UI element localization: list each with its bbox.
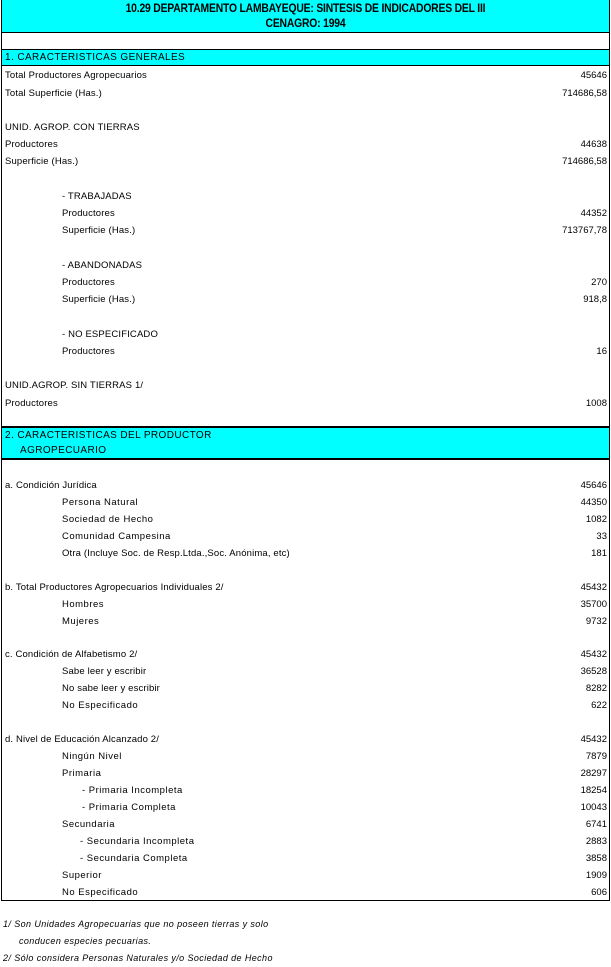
indicators-table	[1, 0, 610, 901]
row-label: Productores	[62, 346, 115, 357]
row-value: 1008	[585, 398, 607, 409]
row-value: 3858	[585, 853, 607, 864]
row-value: 622	[591, 700, 607, 711]
table-row	[2, 799, 609, 816]
row-label: b. Total Productores Agropecuarios Individuales 2/	[5, 582, 224, 593]
row-label: Productores	[5, 139, 58, 150]
table-row	[2, 205, 609, 222]
row-value: 28297	[580, 768, 607, 779]
table-row	[2, 188, 609, 205]
row-label: Superior	[62, 870, 102, 881]
table-row	[2, 680, 609, 697]
table-row	[2, 782, 609, 799]
row-label: - TRABAJADAS	[62, 191, 132, 202]
row-label: a. Condición Jurídica	[5, 480, 97, 491]
row-label: Productores	[62, 208, 115, 219]
title-line-1: 10.29 DEPARTAMENTO LAMBAYEQUE: SINTESIS DE INDICADORES DEL III	[125, 3, 486, 15]
table-row	[2, 663, 609, 680]
row-label: Sabe leer y escribir	[62, 666, 147, 677]
row-value: 714686,58	[562, 156, 607, 167]
row-label: - Primaria Completa	[82, 802, 176, 813]
row-label: - Secundaria Incompleta	[80, 836, 195, 847]
row-value: 713767,78	[562, 225, 607, 236]
table-row	[2, 833, 609, 850]
table-row	[2, 748, 609, 765]
row-value: 270	[591, 277, 607, 288]
table-row	[2, 867, 609, 884]
table-row	[2, 697, 609, 714]
row-value: 45432	[580, 734, 607, 745]
row-value: 16	[596, 346, 607, 357]
row-label: Mujeres	[62, 616, 100, 627]
row-label: Productores	[62, 277, 115, 288]
table-row	[2, 257, 609, 274]
row-label: Superficie (Has.)	[5, 156, 79, 167]
table-row	[2, 153, 609, 170]
table-row	[2, 136, 609, 153]
row-value: 6741	[585, 819, 607, 830]
footnote-2: 2/ Sólo considera Personas Naturales y/o Sociedad de Hecho	[3, 953, 273, 963]
section-2-header	[2, 426, 609, 460]
row-value: 9732	[585, 616, 607, 627]
section-1-header: 1. CARACTERISTICAS GENERALES	[2, 49, 609, 66]
table-row	[2, 274, 609, 291]
row-value: 44352	[580, 208, 607, 219]
row-label: d. Nivel de Educación Alcanzado 2/	[5, 734, 160, 745]
table-row	[2, 85, 609, 102]
row-value: 35700	[580, 599, 607, 610]
footnotes	[3, 916, 273, 967]
row-label: Ningún Nivel	[62, 751, 122, 762]
row-value: 606	[591, 887, 607, 898]
table-row	[2, 528, 609, 545]
table-row	[2, 343, 609, 360]
table-row	[2, 222, 609, 239]
table-row	[2, 731, 609, 748]
row-label: No sabe leer y escribir	[62, 683, 160, 694]
row-value: 18254	[580, 785, 607, 796]
row-value: 44638	[580, 139, 607, 150]
table-row	[2, 884, 609, 901]
row-label: Sociedad de Hecho	[62, 514, 154, 525]
row-label: Otra (Incluye Soc. de Resp.Ltda.,Soc. Anónima, etc)	[62, 548, 290, 559]
table-row	[2, 67, 609, 84]
row-value: 44350	[580, 497, 607, 508]
row-value: 33	[596, 531, 607, 542]
table-row	[2, 545, 609, 562]
row-label: - NO ESPECIFICADO	[62, 329, 158, 340]
table-row	[2, 613, 609, 630]
table-row	[2, 326, 609, 343]
row-value: 2883	[585, 836, 607, 847]
row-value: 36528	[580, 666, 607, 677]
row-label: Productores	[5, 398, 58, 409]
row-label: Total Superficie (Has.)	[5, 88, 102, 99]
row-value: 1909	[585, 870, 607, 881]
section-2-header-line-1: 2. CARACTERISTICAS DEL PRODUCTOR	[5, 430, 212, 441]
table-row	[2, 850, 609, 867]
row-label: Total Productores Agropecuarios	[5, 70, 147, 81]
table-row	[2, 291, 609, 308]
table-row	[2, 477, 609, 494]
row-label: Superficie (Has.)	[62, 294, 136, 305]
row-label: Comunidad Campesina	[62, 531, 171, 542]
table-row	[2, 377, 609, 394]
row-label: UNID. AGROP. CON TIERRAS	[5, 122, 140, 133]
table-title	[2, 0, 609, 33]
row-label: - Secundaria Completa	[80, 853, 188, 864]
row-label: Persona Natural	[62, 497, 139, 508]
table-row	[2, 494, 609, 511]
row-value: 918,8	[583, 294, 607, 305]
row-label: c. Condición de Alfabetismo 2/	[5, 649, 138, 660]
row-label: UNID.AGROP. SIN TIERRAS 1/	[5, 380, 144, 391]
row-label: Primaria	[62, 768, 102, 779]
row-value: 181	[591, 548, 607, 559]
section-2-header-line-2: AGROPECUARIO	[20, 445, 107, 456]
row-value: 714686,58	[562, 88, 607, 99]
row-value: 45646	[580, 480, 607, 491]
table-row	[2, 596, 609, 613]
title-line-2: CENAGRO: 1994	[265, 18, 346, 30]
row-label: - Primaria Incompleta	[82, 785, 183, 796]
table-row	[2, 646, 609, 663]
row-label: Hombres	[62, 599, 105, 610]
row-label: - ABANDONADAS	[62, 260, 143, 271]
row-value: 7879	[585, 751, 607, 762]
row-value: 10043	[580, 802, 607, 813]
row-label: No Especificado	[62, 700, 139, 711]
table-row	[2, 816, 609, 833]
table-row	[2, 579, 609, 596]
table-row	[2, 395, 609, 412]
row-value: 45432	[580, 582, 607, 593]
table-row	[2, 765, 609, 782]
row-label: Secundaria	[62, 819, 116, 830]
footnote-1: 1/ Son Unidades Agropecuarias que no poseen tierras y solo	[3, 919, 269, 929]
row-value: 1082	[585, 514, 607, 525]
footnote-1-continued: conducen especies pecuarias.	[19, 936, 152, 946]
row-value: 45646	[580, 70, 607, 81]
row-label: Superficie (Has.)	[62, 225, 136, 236]
row-label: No Especificado	[62, 887, 139, 898]
row-value: 45432	[580, 649, 607, 660]
row-value: 8282	[585, 683, 607, 694]
table-row	[2, 511, 609, 528]
table-row	[2, 119, 609, 136]
